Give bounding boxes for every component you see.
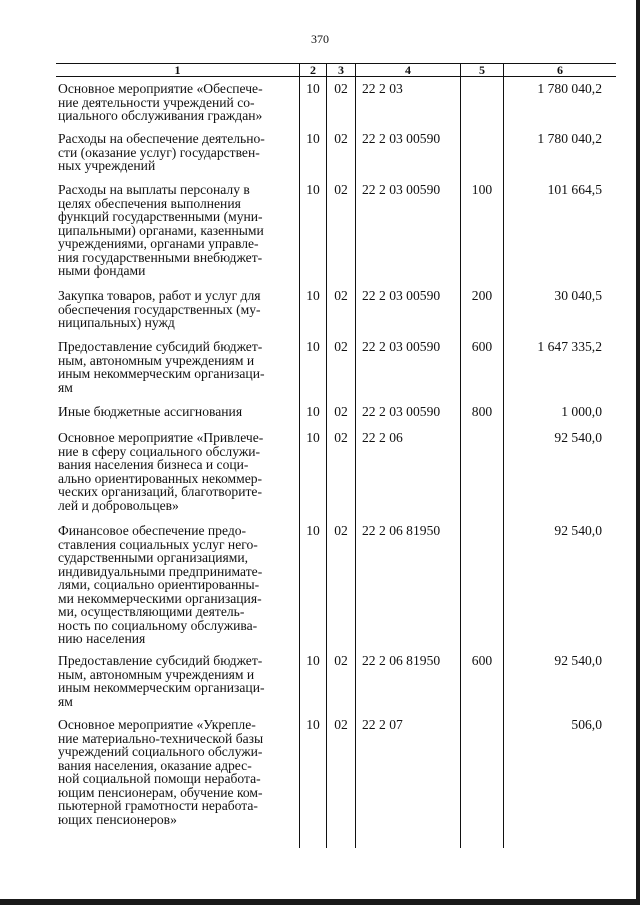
row-name-line: учреждениями, органами управле- — [58, 236, 259, 251]
row-expense-type: 100 — [471, 182, 493, 197]
row-name-line: ния государственными внебюджет- — [58, 249, 263, 265]
col-rule-3 — [355, 63, 356, 848]
row-name-line: лей и добровольцев» — [58, 497, 179, 513]
row-section: 10 — [306, 288, 320, 303]
row-name-line: ными фондами — [58, 263, 146, 278]
row-name-line: учреждений социального обслужи- — [58, 744, 263, 759]
row-name-line: ческих организаций, благотворите- — [58, 484, 262, 499]
row-name — [58, 132, 300, 173]
header-col-2: 2 — [310, 63, 316, 77]
row-amount: 30 040,5 — [554, 288, 602, 303]
row-amount: 1 780 040,2 — [537, 131, 602, 146]
row-target: 22 2 03 00590 — [362, 131, 441, 146]
row-name-line: ных учреждений — [58, 158, 156, 173]
row-amount: 506,0 — [571, 717, 602, 732]
row-name-line: ми, осуществляющими деятель- — [58, 604, 245, 619]
row-subsection: 02 — [334, 182, 348, 197]
page-number: 370 — [311, 32, 329, 46]
row-name-line: функций государственными (муни- — [58, 209, 263, 224]
header-col-5: 5 — [479, 63, 485, 77]
row-section: 10 — [306, 339, 320, 354]
row-expense-type: 800 — [471, 404, 493, 419]
row-name-line: Предоставление субсидий бюджет- — [58, 653, 263, 668]
row-target: 22 2 03 — [362, 81, 403, 96]
row-name-line: иным некоммерческим организаци- — [58, 366, 265, 381]
row-section: 10 — [306, 523, 320, 538]
row-section: 10 — [306, 430, 320, 445]
row-name-line: Предоставление субсидий бюджет- — [58, 339, 263, 354]
row-name-line: Расходы на выплаты персоналу в — [58, 182, 250, 197]
row-amount: 92 540,0 — [554, 523, 602, 538]
row-name-line: ниципальных) нужд — [58, 315, 175, 330]
row-subsection: 02 — [334, 131, 348, 146]
row-section: 10 — [306, 182, 320, 197]
header-col-6: 6 — [557, 63, 563, 77]
row-name-line: нию населения — [58, 631, 146, 646]
header-col-1: 1 — [174, 63, 181, 77]
row-name-line: Основное мероприятие «Укрепле- — [58, 717, 256, 732]
row-name-line: сти (оказание услуг) государствен- — [58, 144, 260, 160]
row-subsection: 02 — [334, 81, 348, 96]
row-name-line: ной социальной помощи неработа- — [58, 771, 261, 786]
row-name — [58, 654, 300, 708]
row-section: 10 — [306, 404, 320, 419]
row-name-line: ям — [58, 693, 73, 709]
row-name-line: ным, автономным учреждениям и — [58, 352, 255, 368]
row-subsection: 02 — [334, 404, 348, 419]
row-name-line: ние в сферу социального обслужи- — [58, 443, 261, 459]
row-name — [58, 524, 300, 646]
row-name-line: ставления социальных услуг него- — [58, 536, 258, 552]
row-target: 22 2 03 00590 — [362, 288, 441, 303]
row-name-line: Иные бюджетные ассигнования — [58, 404, 243, 419]
row-name-line: целях обеспечения выполнения — [58, 195, 241, 211]
row-name — [58, 340, 300, 394]
row-amount: 92 540,0 — [554, 653, 602, 668]
row-name-line: сударственными организациями, — [58, 550, 249, 565]
row-expense-type: 200 — [471, 288, 493, 303]
row-amount: 92 540,0 — [554, 430, 602, 445]
row-name-line: ние материально-технической базы — [58, 730, 264, 746]
row-name-line: иным некоммерческим организаци- — [58, 680, 265, 695]
row-name-line: индивидуальными предпринимате- — [58, 563, 263, 579]
row-subsection: 02 — [334, 523, 348, 538]
row-name-line: ми некоммерческими организация- — [58, 590, 262, 606]
row-name — [58, 82, 300, 123]
row-name-line: ципальными) органами, казенными — [58, 222, 264, 238]
row-amount: 1 780 040,2 — [537, 81, 602, 96]
row-name-line: Финансовое обеспечение предо- — [58, 523, 247, 538]
row-target: 22 2 03 00590 — [362, 339, 441, 354]
row-section: 10 — [306, 717, 320, 732]
header-col-3: 3 — [338, 63, 344, 77]
row-name — [58, 431, 300, 512]
row-name-line: Основное мероприятие «Привлече- — [58, 430, 264, 445]
row-section: 10 — [306, 81, 320, 96]
row-name-line: вания населения, оказание адрес- — [58, 757, 252, 773]
row-name — [58, 289, 300, 330]
row-subsection: 02 — [334, 717, 348, 732]
row-expense-type: 600 — [471, 339, 493, 354]
row-name-line: обеспечения государственных (му- — [58, 301, 261, 317]
header-col-4: 4 — [405, 63, 411, 77]
row-name-line: ально ориентированных некоммер- — [58, 470, 263, 486]
row-name — [58, 405, 300, 419]
row-name-line: Закупка товаров, работ и услуг для — [58, 288, 261, 303]
row-target: 22 2 03 00590 — [362, 182, 441, 197]
row-name-line: ным, автономным учреждениям и — [58, 666, 255, 682]
row-target: 22 2 06 81950 — [362, 653, 441, 668]
row-amount: 1 000,0 — [561, 404, 602, 419]
row-target: 22 2 07 — [362, 717, 403, 732]
row-section: 10 — [306, 653, 320, 668]
row-expense-type: 600 — [471, 653, 493, 668]
row-name — [58, 183, 300, 278]
row-target: 22 2 06 81950 — [362, 523, 441, 538]
row-subsection: 02 — [334, 288, 348, 303]
row-name-line: ние деятельности учреждений со- — [58, 94, 255, 110]
row-target: 22 2 03 00590 — [362, 404, 441, 419]
row-name — [58, 718, 300, 826]
row-amount: 1 647 335,2 — [537, 339, 602, 354]
row-target: 22 2 06 — [362, 430, 403, 445]
row-subsection: 02 — [334, 430, 348, 445]
row-name-line: ям — [58, 379, 73, 395]
row-amount: 101 664,5 — [547, 182, 602, 197]
row-name-line: вания населения бизнеса и соци- — [58, 457, 249, 472]
row-name-line: ющим пенсионерам, обучение ком- — [58, 784, 263, 800]
row-name-line: ность по социальному обслужива- — [58, 617, 258, 633]
row-name-line: лями, социально ориентированны- — [58, 577, 260, 592]
row-subsection: 02 — [334, 653, 348, 668]
row-name-line: циального обслуживания граждан» — [58, 108, 263, 123]
row-section: 10 — [306, 131, 320, 146]
row-name-line: Расходы на обеспечение деятельно- — [58, 131, 265, 146]
row-name-line: Основное мероприятие «Обеспече- — [58, 81, 263, 96]
row-name-line: пьютерной грамотности неработа- — [58, 798, 258, 813]
row-subsection: 02 — [334, 339, 348, 354]
row-name-line: ющих пенсионеров» — [58, 811, 177, 827]
